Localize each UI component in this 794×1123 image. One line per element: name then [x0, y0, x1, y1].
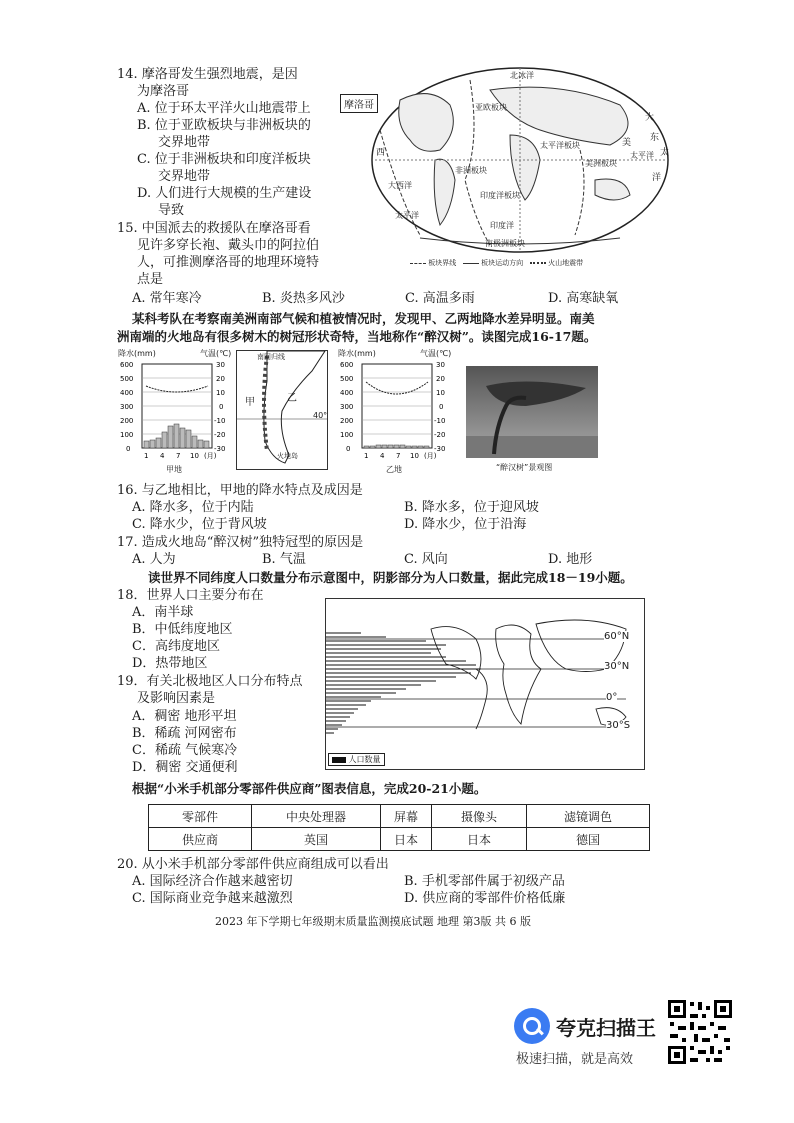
jia-location: 甲	[245, 397, 255, 408]
q17-stem: 17. 造成火地岛“醉汉树”独特冠型的原因是	[117, 535, 364, 550]
supplier-table	[148, 804, 650, 851]
q16-option-b: B. 降水多，位于迎风坡	[404, 500, 539, 515]
q14-option-c: C. 位于非洲板块和印度洋板块	[137, 152, 311, 167]
supplier-table-row	[149, 828, 650, 851]
svg-text:10: 10	[190, 452, 199, 460]
svg-text:30: 30	[436, 361, 445, 369]
west-char: 西	[376, 148, 386, 158]
svg-text:30: 30	[216, 361, 225, 369]
q15-option-b: B. 炎热多风沙	[262, 291, 345, 306]
tierra-del-fuego-label: 火地岛	[277, 452, 298, 460]
svg-text:300: 300	[120, 403, 134, 411]
lat-40-label: 40°	[313, 411, 328, 420]
svg-text:500: 500	[340, 375, 354, 383]
scanner-slogan: 极速扫描，就是高效	[516, 1052, 634, 1067]
q14-option-d: D. 人们进行大规模的生产建设	[137, 186, 312, 201]
q19-option-a: A．稠密 地形平坦	[132, 709, 237, 724]
climate-chart-jia	[118, 348, 236, 476]
supplier-table-row	[149, 805, 650, 828]
indian-plate-label: 印度洋板块	[480, 191, 520, 200]
table-cell: 英国	[252, 828, 381, 851]
q18-stem: 18．世界人口主要分布在	[117, 588, 264, 603]
q18-option-b: B．中低纬度地区	[132, 622, 233, 637]
map-legend	[410, 258, 583, 268]
svg-text:20: 20	[436, 375, 445, 383]
q16-option-d: D. 降水少，位于沿海	[404, 517, 527, 532]
climate-chart-yi	[338, 348, 456, 476]
q15-stem-3: 人，可推测摩洛哥的地理环境特	[137, 255, 320, 270]
q19-option-d: D．稠密 交通便利	[132, 760, 238, 775]
svg-text:0: 0	[439, 403, 444, 411]
svg-text:10: 10	[216, 389, 225, 397]
svg-text:-10: -10	[214, 417, 226, 425]
tropic-label: 南回归线	[257, 353, 285, 361]
q17-option-a: A. 人为	[132, 552, 176, 567]
intro-16-17-line1: 某科考队在考察南美洲南部气候和植被情况时，发现甲、乙两地降水差异明显。南美	[132, 311, 595, 326]
african-plate-label: 非洲板块	[455, 166, 487, 175]
q16-stem: 16. 与乙地相比，甲地的降水特点及成因是	[117, 483, 363, 498]
yi-caption: 乙地	[386, 465, 402, 474]
svg-text:200: 200	[340, 417, 354, 425]
eurasian-plate-label: 亚欧板块	[475, 103, 507, 112]
legend-volcano: 火山地震带	[548, 259, 584, 267]
svg-text:0: 0	[126, 445, 131, 453]
q14-option-a: A. 位于环太平洋火山地震带上	[137, 101, 311, 116]
q18-option-a: A．南半球	[132, 605, 194, 620]
q20-option-c: C. 国际商业竞争越来越激烈	[132, 891, 293, 906]
drunken-tree-photo	[466, 366, 598, 478]
da-char: 大	[645, 113, 655, 123]
svg-text:-10: -10	[434, 417, 446, 425]
svg-text:500: 500	[120, 375, 134, 383]
svg-text:0: 0	[219, 403, 224, 411]
table-cell: 德国	[527, 828, 650, 851]
atlantic-label: 大西洋	[388, 181, 412, 190]
svg-text:-20: -20	[434, 431, 446, 439]
svg-text:100: 100	[340, 431, 354, 439]
east-char: 东	[650, 133, 660, 143]
svg-text:400: 400	[120, 389, 134, 397]
q20-stem: 20. 从小米手机部分零部件供应商组成可以看出	[117, 857, 389, 872]
jia-temp-label: 气温(℃)	[200, 349, 232, 358]
q15-option-a: A. 常年寒冷	[132, 291, 202, 306]
q15-stem-1: 15. 中国派去的救援队在摩洛哥看	[117, 221, 311, 236]
table-cell: 中央处理器	[252, 805, 381, 828]
tai-char: 太	[660, 148, 670, 158]
table-cell: 日本	[432, 828, 527, 851]
legend-label: 人口数量	[348, 755, 381, 764]
lat-60n-label: 60°N	[604, 631, 630, 642]
table-cell: 屏幕	[381, 805, 432, 828]
pacific-plate-label: 太平洋板块	[540, 141, 580, 150]
q19-option-c: C．稀疏 气候寒冷	[132, 743, 238, 758]
svg-text:10: 10	[410, 452, 419, 460]
jia-caption: 甲地	[166, 465, 182, 474]
q16-option-c: C. 降水少，位于背风坡	[132, 517, 267, 532]
yi-location: 乙	[287, 393, 297, 404]
qr-code-icon	[668, 1000, 732, 1064]
indian-ocean-label: 印度洋	[490, 221, 514, 230]
population-legend	[328, 753, 385, 766]
yi-precip-label: 降水(mm)	[338, 349, 376, 358]
svg-text:-30: -30	[214, 445, 226, 453]
intro-16-17-line2: 洲南端的火地岛有很多树木的树冠形状奇特，当地称作“醉汉树”。读图完成16-17题。	[117, 329, 597, 344]
american-plate-label: 美洲板块	[585, 159, 617, 168]
lat-30s-label: 30°S	[606, 720, 631, 731]
q15-stem-4: 点是	[137, 272, 164, 287]
q14-option-b-cont: 交界地带	[158, 135, 211, 150]
scanner-logo-icon	[514, 1008, 550, 1044]
pacific-west-label: 太平洋	[395, 211, 419, 220]
svg-text:4: 4	[160, 452, 165, 460]
q14-stem-2: 为摩洛哥	[137, 84, 190, 99]
legend-motion: 板块运动方向	[481, 259, 524, 267]
svg-text:600: 600	[120, 361, 134, 369]
svg-text:1: 1	[364, 452, 369, 460]
q14-option-d-cont: 导致	[158, 203, 185, 218]
q19-stem-2: 及影响因素是	[137, 691, 216, 706]
q20-option-a: A. 国际经济合作越来越密切	[132, 874, 293, 889]
q14-option-c-cont: 交界地带	[158, 169, 211, 184]
svg-text:4: 4	[380, 452, 385, 460]
table-cell: 摄像头	[432, 805, 527, 828]
q20-option-b: B. 手机零部件属于初级产品	[404, 874, 565, 889]
legend-boundary: 板块界线	[428, 259, 457, 267]
q20-option-d: D. 供应商的零部件价格低廉	[404, 891, 566, 906]
q15-option-d: D. 高寒缺氧	[548, 291, 619, 306]
svg-text:0: 0	[346, 445, 351, 453]
lat-0-label: 0°	[606, 692, 618, 703]
intro-18-19: 读世界不同纬度人口数量分布示意图中，阴影部分为人口数量，据此完成18－19小题。	[148, 570, 633, 585]
page-footer: 2023 年下学期七年级期末质量监测摸底试题 地理 第3版 共 6 版	[215, 915, 531, 928]
q16-option-a: A. 降水多，位于内陆	[132, 500, 254, 515]
q14-option-b: B. 位于亚欧板块与非洲板块的	[137, 118, 311, 133]
pacific-label: 太平洋	[630, 151, 654, 160]
jia-precip-label: 降水(mm)	[118, 349, 156, 358]
q14-stem-1: 14. 摩洛哥发生强烈地震，是因	[117, 67, 298, 82]
q19-stem-1: 19．有关北极地区人口分布特点	[117, 674, 303, 689]
q17-option-c: C. 风向	[404, 552, 448, 567]
q18-option-d: D．热带地区	[132, 656, 208, 671]
arctic-ocean-label: 北冰洋	[510, 71, 534, 80]
lat-30n-label: 30°N	[604, 661, 630, 672]
tree-caption: “醉汉树”景观图	[496, 463, 553, 472]
svg-text:7: 7	[396, 452, 401, 460]
mei-char: 美	[622, 138, 632, 148]
legend-swatch	[332, 757, 346, 763]
q17-option-b: B. 气温	[262, 552, 306, 567]
svg-text:20: 20	[216, 375, 225, 383]
table-cell: 零部件	[149, 805, 252, 828]
yi-temp-label: 气温(℃)	[420, 349, 452, 358]
table-cell: 日本	[381, 828, 432, 851]
svg-text:1: 1	[144, 452, 149, 460]
svg-text:-20: -20	[214, 431, 226, 439]
yang-char: 洋	[652, 173, 662, 183]
svg-text:600: 600	[340, 361, 354, 369]
svg-text:(月): (月)	[204, 452, 217, 460]
q18-option-c: C．高纬度地区	[132, 639, 220, 654]
q19-option-b: B．稀疏 河网密布	[132, 726, 237, 741]
svg-text:(月): (月)	[424, 452, 437, 460]
antarctic-plate-label: 南极洲板块	[485, 239, 525, 248]
table-cell: 供应商	[149, 828, 252, 851]
svg-text:10: 10	[436, 389, 445, 397]
svg-text:400: 400	[340, 389, 354, 397]
plate-map	[340, 60, 670, 272]
south-america-map	[236, 350, 328, 470]
svg-text:200: 200	[120, 417, 134, 425]
morocco-label: 摩洛哥	[340, 94, 378, 113]
q15-option-c: C. 高温多雨	[405, 291, 475, 306]
scanner-app-name: 夸克扫描王	[556, 1016, 656, 1040]
svg-text:7: 7	[176, 452, 181, 460]
table-cell: 滤镜调色	[527, 805, 650, 828]
intro-20-21: 根据“小米手机部分零部件供应商”图表信息，完成20-21小题。	[132, 781, 487, 796]
population-latitude-map	[325, 598, 645, 770]
svg-text:300: 300	[340, 403, 354, 411]
svg-text:100: 100	[120, 431, 134, 439]
q17-option-d: D. 地形	[548, 552, 593, 567]
q15-stem-2: 见许多穿长袍、戴头巾的阿拉伯	[137, 238, 320, 253]
svg-text:-30: -30	[434, 445, 446, 453]
